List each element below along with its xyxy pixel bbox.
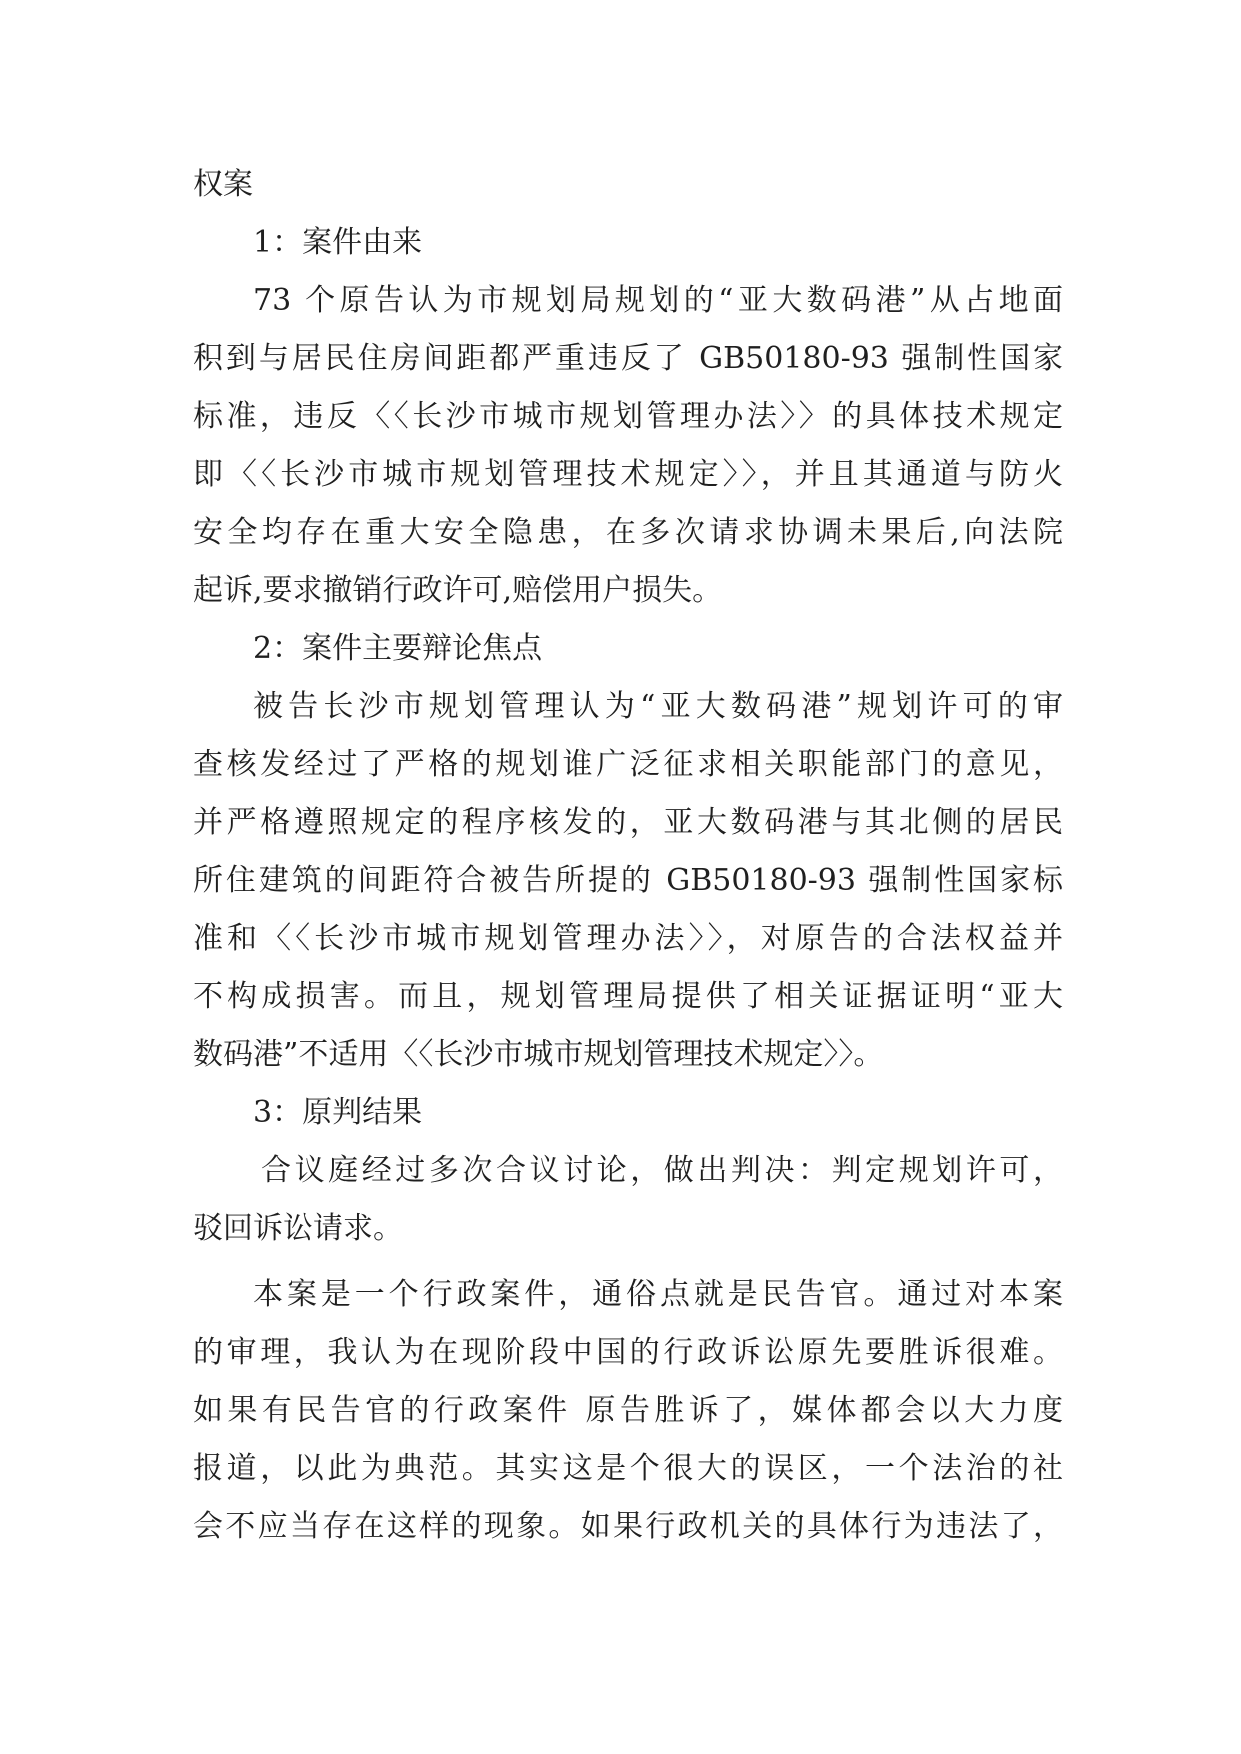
- text-line: 即〈〈长沙市城市规划管理技术规定〉〉，并且其通道与防火: [193, 457, 1063, 492]
- text-line: 不构成损害。而且，规划管理局提供了相关证据证明“亚大: [193, 979, 1063, 1014]
- text-line: 起诉,要求撤销行政许可,赔偿用户损失。: [193, 573, 723, 608]
- section-heading: 3：原判结果: [253, 1095, 423, 1130]
- text-line: 标准，违反〈〈长沙市城市规划管理办法〉〉的具体技术规定: [193, 399, 1063, 434]
- text-line: 并严格遵照规定的程序核发的，亚大数码港与其北侧的居民: [193, 805, 1063, 840]
- text-line: 权案: [193, 167, 253, 202]
- document-body: [193, 156, 1063, 1556]
- text-line: 如果有民告官的行政案件 原告胜诉了，媒体都会以大力度: [193, 1393, 1063, 1428]
- text-line: 合议庭经过多次合议讨论，做出判决：判定规划许可，: [261, 1153, 1063, 1188]
- text-line: 安全均存在重大安全隐患，在多次请求协调未果后,向法院: [193, 515, 1063, 550]
- text-line: 被告长沙市规划管理认为“亚大数码港”规划许可的审: [253, 689, 1063, 724]
- text-line: 73 个原告认为市规划局规划的“亚大数码港”从占地面: [253, 283, 1063, 318]
- text-line: 本案是一个行政案件，通俗点就是民告官。通过对本案: [253, 1277, 1063, 1312]
- text-line: 数码港”不适用〈〈长沙市城市规划管理技术规定〉〉。: [193, 1037, 884, 1072]
- text-line: 积到与居民住房间距都严重违反了 GB50180-93 强制性国家: [193, 341, 1063, 376]
- text-line: 会不应当存在这样的现象。如果行政机关的具体行为违法了，: [193, 1509, 1063, 1544]
- text-line: 的审理，我认为在现阶段中国的行政诉讼原先要胜诉很难。: [193, 1335, 1063, 1370]
- text-line: 报道，以此为典范。其实这是个很大的误区，一个法治的社: [193, 1451, 1063, 1486]
- text-line: 所住建筑的间距符合被告所提的 GB50180-93 强制性国家标: [193, 863, 1063, 898]
- section-heading: 1：案件由来: [253, 225, 423, 260]
- text-line: 驳回诉讼请求。: [193, 1211, 403, 1246]
- text-line: 准和〈〈长沙市城市规划管理办法〉〉，对原告的合法权益并: [193, 921, 1063, 956]
- text-line: 查核发经过了严格的规划谁广泛征求相关职能部门的意见，: [193, 747, 1063, 782]
- section-heading: 2：案件主要辩论焦点: [253, 631, 543, 666]
